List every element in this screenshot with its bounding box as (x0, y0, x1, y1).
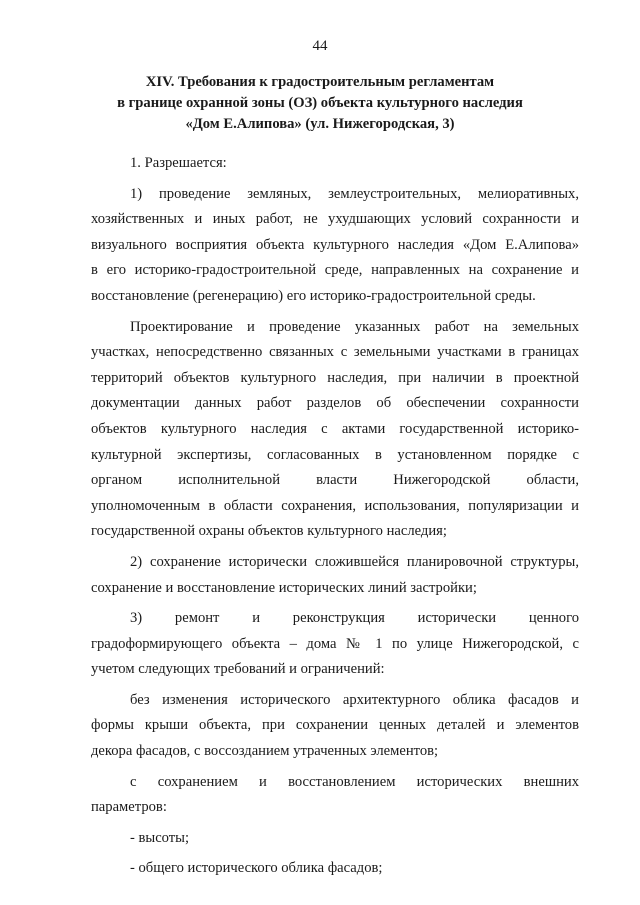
page-number: 44 (312, 38, 328, 54)
paragraph-1 (91, 182, 579, 310)
text-line: Проектирование и проведение указанных работ на земельных (130, 318, 579, 335)
text-line: с сохранением и восстановлением исторических внешних (130, 773, 579, 790)
bullet-facades (91, 856, 579, 882)
text-line: без изменения исторического архитектурного облика фасадов и (130, 691, 579, 708)
text-line: в его историко-градостроительной среде, направленных на сохранение и (91, 262, 579, 279)
paragraph-5 (91, 688, 579, 765)
paragraph-4 (91, 606, 579, 683)
text-line: 2) сохранение исторически сложившейся планировочной структуры, (130, 553, 579, 570)
heading-line: в границе охранной зоны (ОЗ) объекта культурного наследия (117, 95, 523, 111)
heading-line: XIV. Требования к градостроительным регламентам (145, 74, 495, 90)
text-line: территорий объектов культурного наследия, при наличии в проектной (91, 369, 579, 386)
text-line: формы крыши объекта, при сохранении ценных деталей и элементов (91, 717, 579, 734)
text-line: органом исполнительной власти Нижегородской области, (91, 472, 579, 489)
text-line: - общего исторического облика фасадов; (130, 860, 383, 877)
bullet-height (91, 826, 579, 852)
paragraph-allowed (91, 151, 579, 177)
paragraph-2 (91, 315, 579, 545)
text-line: 1) проведение земляных, землеустроительных, мелиоративных, (130, 185, 579, 202)
text-line: параметров: (91, 799, 167, 816)
text-line: учетом следующих требований и ограничений: (91, 661, 385, 678)
document-body (91, 151, 579, 882)
text-line: уполномоченным в области сохранения, использования, популяризации и (91, 497, 579, 514)
section-heading (60, 72, 580, 135)
paragraph-6 (91, 770, 579, 821)
text-line: декора фасадов, с воссозданием утраченных элементов; (91, 743, 439, 760)
text-line: объектов культурного наследия с актами государственной историко- (91, 420, 579, 437)
text-line: документации данных работ разделов об обеспечении сохранности (91, 395, 579, 412)
text-line: сохранение и восстановление исторических линий застройки; (91, 579, 477, 596)
text-line: 1. Разрешается: (130, 155, 227, 171)
heading-line: «Дом Е.Алипова» (ул. Нижегородская, 3) (185, 116, 455, 132)
text-line: восстановление (регенерацию) его историко-градостроительной среды. (91, 287, 536, 304)
text-line: - высоты; (130, 829, 190, 846)
text-line: участках, непосредственно связанных с земельными участками в границах (91, 344, 579, 361)
text-line: визуального восприятия объекта культурного наследия «Дом Е.Алипова» (91, 236, 579, 253)
text-line: градоформирующего объекта – дома № 1 по улице Нижегородской, с (91, 635, 579, 652)
text-line: государственной охраны объектов культурного наследия; (91, 523, 447, 540)
text-line: культурной экспертизы, согласованных в установленном порядке с (91, 446, 579, 463)
text-line: хозяйственных и иных работ, не ухудшающих условий сохранности и (91, 211, 579, 228)
text-line: 3) ремонт и реконструкция исторически ценного (130, 610, 579, 627)
paragraph-3 (91, 550, 579, 601)
